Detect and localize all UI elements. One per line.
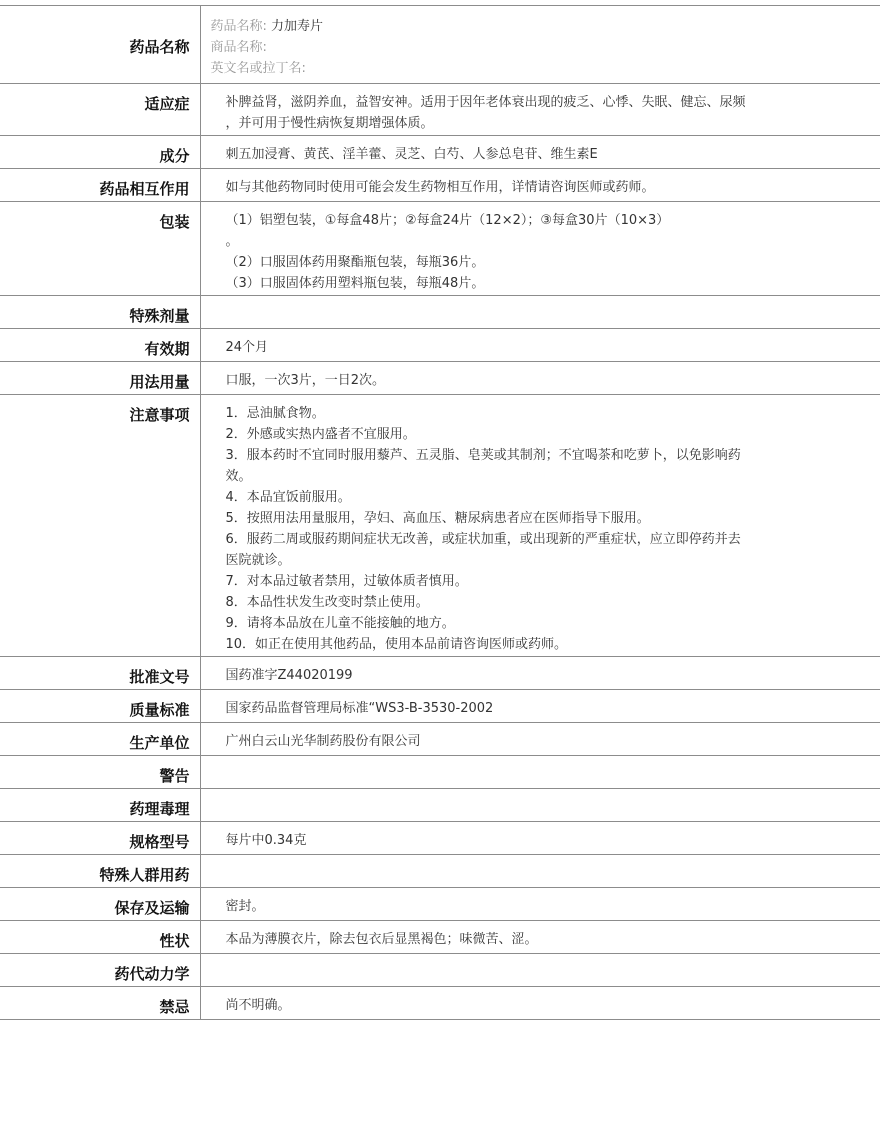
row-label-specification [0,822,200,855]
row-label-special-population [0,855,200,888]
row-pharmacokinetics [0,954,880,987]
english-name-label: 英文名或拉丁名: [210,61,306,76]
row-indications [0,84,880,136]
row-label-precautions [0,395,200,657]
row-label-contraindications [0,987,200,1020]
validity-label: 有效期 [144,340,190,358]
standard-line: 国家药品监督管理局标准“WS3-B-3530-2002 [225,701,494,716]
row-drug-name [0,6,880,84]
row-value-toxicology [200,789,880,822]
indications-line: ，并可用于慢性病恢复期增强体质。 [225,116,434,131]
approval-label: 批准文号 [129,668,190,686]
row-package [0,202,880,296]
package-line: （2）口服固体药用聚酯瓶包装，每瓶36片。 [225,255,485,270]
standard-label: 质量标准 [129,701,190,719]
english-name-line [211,58,791,79]
row-contraindications [0,987,880,1020]
precautions-line: 9．请将本品放在儿童不能接触的地方。 [225,616,455,631]
row-value-interactions [200,169,880,202]
package-line: （1）铝塑包装，①每盒48片；②每盒24片（12×2）；③每盒30片（10×3） [225,213,670,228]
row-label-manufacturer [0,723,200,756]
row-label-ingredients [0,136,200,169]
precautions-line: 2．外感或实热内盛者不宜服用。 [225,427,416,442]
row-value-pharmacokinetics [200,954,880,987]
row-precautions [0,395,880,657]
indications-line: 补脾益肾，滋阴养血，益智安神。适用于因年老体衰出现的疲乏、心悸、失眠、健忘、尿频 [225,95,746,110]
drug-name-values [200,6,880,84]
row-label-drug-name [0,6,200,84]
package-label: 包装 [159,213,190,231]
trade-name-line [211,37,791,58]
row-approval [0,657,880,690]
row-specification [0,822,880,855]
indications-label: 适应症 [144,95,190,113]
specification-line: 每片中0.34克 [225,833,307,848]
specification-label: 规格型号 [129,833,190,851]
precautions-line: 5．按照用法用量服用，孕妇、高血压、糖尿病患者应在医师指导下服用。 [225,511,650,526]
row-interactions [0,169,880,202]
row-validity [0,329,880,362]
row-value-special-population [200,855,880,888]
usage-line: 口服，一次3片，一日2次。 [225,373,386,388]
row-label-approval [0,657,200,690]
row-manufacturer [0,723,880,756]
generic-name-line [211,16,791,37]
row-value-special-dosage [200,296,880,329]
validity-line: 24个月 [225,340,269,355]
precautions-line: 8．本品性状发生改变时禁止使用。 [225,595,429,610]
warning-label: 警告 [159,767,190,785]
special-dosage-label: 特殊剂量 [129,307,190,325]
drug-info-table [0,5,880,1020]
package-line: （3）口服固体药用塑料瓶包装，每瓶48片。 [225,276,485,291]
usage-label: 用法用量 [129,373,190,391]
ingredients-line: 刺五加浸膏、黄芪、淫羊藿、灵芝、白芍、人参总皂苷、维生素E [225,147,598,162]
generic-name-value: 力加寿片 [271,19,324,34]
precautions-line: 1．忌油腻食物。 [225,406,325,421]
manufacturer-label: 生产单位 [129,734,190,752]
trade-name-label: 商品名称: [210,40,267,55]
contraindications-label: 禁忌 [159,998,190,1016]
row-value-description [200,921,880,954]
row-label-warning [0,756,200,789]
precautions-line: 医院就诊。 [225,553,291,568]
precautions-line: 7．对本品过敏者禁用，过敏体质者慎用。 [225,574,468,589]
row-value-warning [200,756,880,789]
special-population-label: 特殊人群用药 [99,866,190,884]
row-usage [0,362,880,395]
precautions-line: 10．如正在使用其他药品，使用本品前请咨询医师或药师。 [225,637,568,652]
generic-name-label: 药品名称: [210,19,267,34]
row-label-interactions [0,169,200,202]
package-line: 。 [225,234,239,249]
approval-line: 国药准字Z44020199 [225,668,353,683]
row-label-special-dosage [0,296,200,329]
row-ingredients [0,136,880,169]
row-standard [0,690,880,723]
precautions-line: 6．服药二周或服药期间症状无改善，或症状加重，或出现新的严重症状，应立即停药并去 [225,532,741,547]
precautions-line: 4．本品宜饭前服用。 [225,490,351,505]
row-value-indications [200,84,880,136]
precautions-label: 注意事项 [129,406,190,424]
row-label-toxicology [0,789,200,822]
row-storage [0,888,880,921]
storage-label: 保存及运输 [114,899,190,917]
row-value-storage [200,888,880,921]
row-special-population [0,855,880,888]
interactions-line: 如与其他药物同时使用可能会发生药物相互作用，详情请咨询医师或药师。 [225,180,655,195]
row-value-approval [200,657,880,690]
row-toxicology [0,789,880,822]
row-label-pharmacokinetics [0,954,200,987]
row-label-package [0,202,200,296]
row-label-description [0,921,200,954]
row-warning [0,756,880,789]
row-value-usage [200,362,880,395]
row-value-package [200,202,880,296]
pharmacokinetics-label: 药代动力学 [114,965,190,983]
manufacturer-line: 广州白云山光华制药股份有限公司 [225,734,421,749]
precautions-line: 效。 [225,469,252,484]
row-label-standard [0,690,200,723]
row-value-precautions [200,395,880,657]
row-label-usage [0,362,200,395]
row-special-dosage [0,296,880,329]
row-value-standard [200,690,880,723]
row-value-manufacturer [200,723,880,756]
row-value-ingredients [200,136,880,169]
precautions-line: 3．服本药时不宜同时服用藜芦、五灵脂、皂荚或其制剂；不宜喝茶和吃萝卜，以免影响药 [225,448,741,463]
interactions-label: 药品相互作用 [99,180,190,198]
description-line: 本品为薄膜衣片，除去包衣后显黑褐色；味微苦、涩。 [225,932,538,947]
row-description [0,921,880,954]
toxicology-label: 药理毒理 [129,800,190,818]
row-value-validity [200,329,880,362]
row-value-contraindications [200,987,880,1020]
storage-line: 密封。 [225,899,265,914]
contraindications-line: 尚不明确。 [225,998,291,1013]
row-value-specification [200,822,880,855]
description-label: 性状 [159,932,190,950]
row-label-indications [0,84,200,136]
drug-name-label: 药品名称 [129,38,190,56]
row-label-validity [0,329,200,362]
row-label-storage [0,888,200,921]
ingredients-label: 成分 [159,147,190,165]
